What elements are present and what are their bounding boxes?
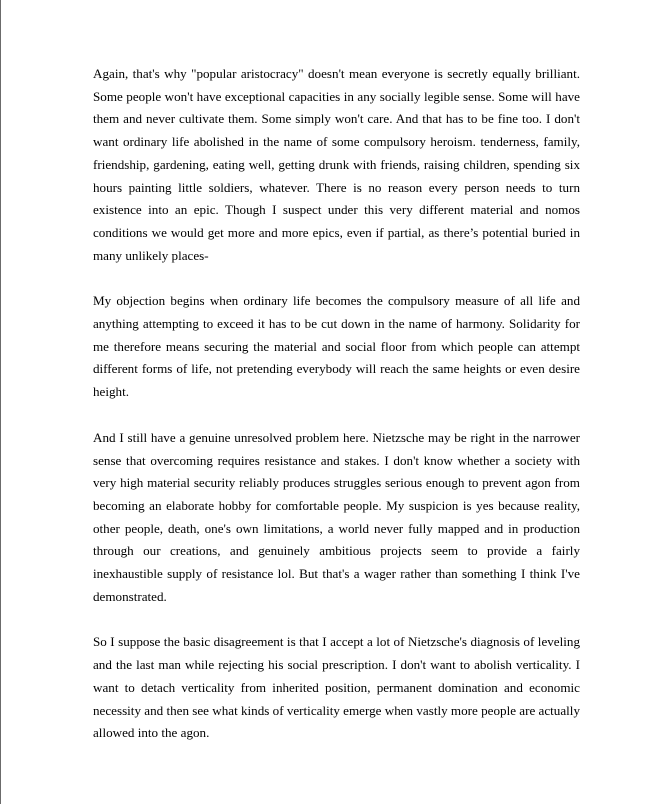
paragraph-4: So I suppose the basic disagreement is that I accept a lot of Nietzsche's diagnosis of leveling and the last man while rejecting his social prescription. I don't want to abolish verticality. I want to detach verticality from inherited position, permanent domination and economic necessity and then see what kinds of verticality emerge when vastly more people are actually allowed into the agon. [93,634,580,741]
paragraph-1: Again, that's why "popular aristocracy" doesn't mean everyone is secretly equally brilliant. Some people won't have exceptional capacities in any socially legible sense. Some will have them and never cultivate them. Some simply won't care. And that has to be fine too. I don't want ordinary life abolished in the name of some compulsory heroism. tenderness, family, friendship, gardening, eating well, getting drunk with friends, raising children, spending six hours painting little soldiers, whatever. There is no reason every person needs to turn existence into an epic. Though I suspect under this very different material and nomos conditions we would get more and more epics, even if partial, as there’s potential buried in many unlikely places- [93,66,580,263]
paragraph-3: And I still have a genuine unresolved problem here. Nietzsche may be right in the narrower sense that overcoming requires resistance and stakes. I don't know whether a society with very high material security reliably produces struggles serious enough to prevent agon from becoming an elaborate hobby for comfortable people. My suspicion is yes because reality, other people, death, one's own limitations, a world never fully mapped and in production through our creations, and genuinely ambitious projects seem to provide a fairly inexhaustible supply of resistance lol. But that's a wager rather than something I think I've demonstrated. [93,429,580,604]
document-page [93,63,580,768]
page-edge [0,0,1,804]
paragraph-2: My objection begins when ordinary life becomes the compulsory measure of all life and anything attempting to exceed it has to be cut down in the name of harmony. Solidarity for me therefore means securing the material and social floor from which people can attempt different forms of life, not pretending everybody will reach the same heights or even desire height. [93,293,580,400]
